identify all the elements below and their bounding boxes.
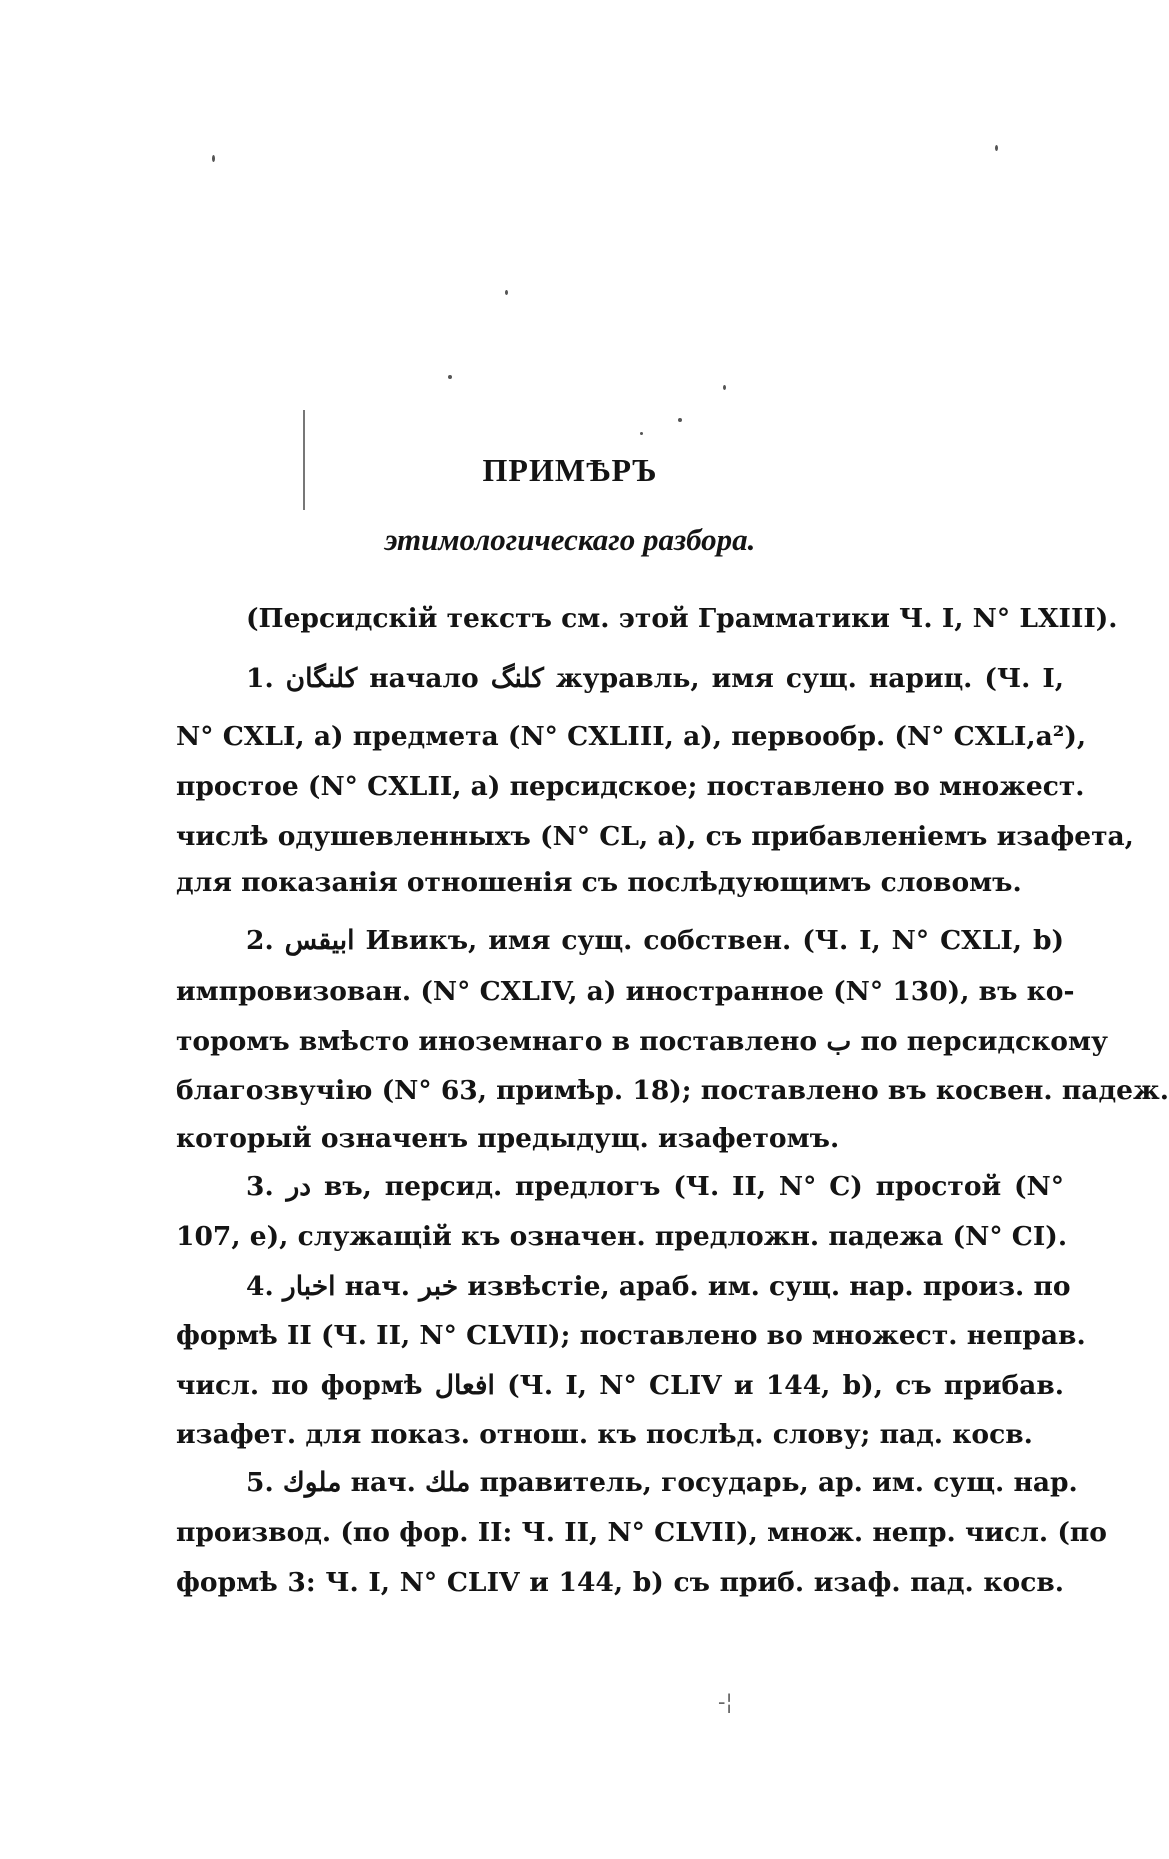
paragraph-3-line-2: 107, е), служащій къ означен. предложн. падежа (N° CI). (176, 1221, 1068, 1252)
scan-speck (640, 432, 643, 435)
paragraph-1-line-2: N° CXLI, а) предмета (N° CXLIII, а), первообр. (N° CXLI,а²), (176, 721, 1087, 752)
paragraph-2-line-2: импровизован. (N° CXLIV, а) иностранное (N° 130), въ ко- (176, 976, 1075, 1007)
scan-speck (678, 418, 682, 422)
scan-speck (212, 155, 215, 162)
paragraph-5-line-2: производ. (по фор. II: Ч. II, N° CLVII), множ. непр. числ. (по (176, 1517, 1107, 1548)
section-subtitle: этимологическаго разбора. (384, 522, 756, 557)
paragraph-1-line-1: 1. کلنگان начало کلنگ журавль, имя сущ. нариц. (Ч. I, (246, 663, 1065, 694)
paragraph-1-line-4: числѣ одушевленныхъ (N° CL, а), съ прибавленіемъ изафета, (176, 821, 1134, 852)
paragraph-2-line-3: торомъ вмѣсто иноземнаго в поставлено ب по персидскому (176, 1026, 1108, 1057)
paragraph-5-line-3: формѣ 3: Ч. I, N° CLIV и 144, b) съ приб. изаф. пад. косв. (176, 1567, 1064, 1598)
paragraph-4-line-4: изафет. для показ. отнош. къ послѣд. слову; пад. косв. (176, 1419, 1033, 1450)
intro-line: (Персидскій текстъ см. этой Грамматики Ч. I, N° LXIII). (246, 603, 1118, 634)
scan-speck (505, 290, 508, 295)
scan-speck (995, 145, 998, 151)
paragraph-4-line-3: числ. по формѣ افعال (Ч. I, N° CLIV и 144, b), съ прибав. (176, 1370, 1064, 1401)
paragraph-1-line-3: простое (N° CXLII, а) персидское; поставлено во множест. (176, 771, 1085, 802)
scan-speck (723, 385, 726, 390)
paragraph-1-line-5: для показанія отношенія съ послѣдующимъ словомъ. (176, 867, 1022, 898)
scan-speck (448, 375, 452, 379)
paragraph-4-line-1: 4. اخبار нач. خبر извѣстіе, араб. им. сущ. нар. произ. по (246, 1271, 1071, 1302)
paragraph-2-line-1: 2. ابیقس Ивикъ, имя сущ. собствен. (Ч. I, N° CXLI, b) (246, 925, 1065, 956)
scan-mark: -¦ (718, 1690, 733, 1715)
paragraph-2-line-5: который означенъ предыдущ. изафетомъ. (176, 1123, 840, 1154)
paragraph-4-line-2: формѣ II (Ч. II, N° CLVII); поставлено во множест. неправ. (176, 1320, 1086, 1351)
paragraph-3-line-1: 3. در въ, персид. предлогъ (Ч. II, N° С) простой (N° (246, 1171, 1064, 1202)
section-title: ПРИМѢРЪ (482, 452, 658, 488)
paragraph-5-line-1: 5. ملوك нач. ملك правитель, государь, ар. им. сущ. нар. (246, 1467, 1078, 1498)
paragraph-2-line-4: благозвучію (N° 63, примѣр. 18); поставлено въ косвен. падеж. (176, 1075, 1169, 1106)
